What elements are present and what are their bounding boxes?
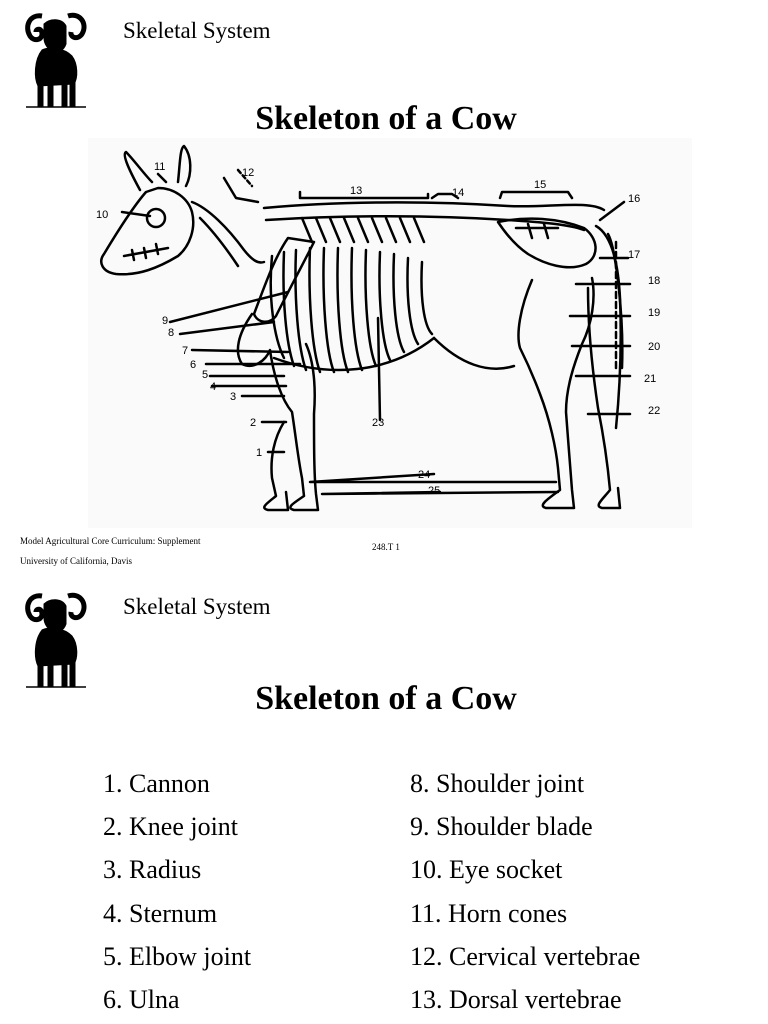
cow-skeleton-diagram [88,138,692,528]
callout-20: 20 [648,341,661,353]
callout-21: 21 [644,373,657,385]
callout-19: 19 [648,307,661,319]
footer-university: University of California, Davis [20,556,132,566]
list-item: 2. Knee joint [103,812,239,842]
list-item: 11. Horn cones [410,898,568,928]
page-parts-list [0,580,768,1024]
callout-4: 4 [210,381,217,393]
section-label: Skeletal System [123,594,271,619]
list-item: 8. Shoulder joint [410,769,585,798]
callout-18: 18 [648,275,661,287]
callout-10: 10 [96,209,109,221]
callout-3: 3 [230,391,237,403]
callout-25: 25 [428,485,441,497]
callout-2: 2 [250,417,257,429]
list-item: 10. Eye socket [410,855,563,885]
callout-15: 15 [534,179,547,191]
callout-14: 14 [452,187,465,199]
callout-9: 9 [162,315,169,327]
callout-17: 17 [628,249,641,261]
page-title: Skeleton of a Cow [255,680,517,717]
ram-logo [20,590,92,690]
list-item: 12. Cervical vertebrae [410,941,641,971]
footer-code: 248.T 1 [372,542,400,552]
callout-24: 24 [418,469,431,481]
list-item: 13. Dorsal vertebrae [410,984,622,1014]
callout-8: 8 [168,327,175,339]
page-title: Skeleton of a Cow [255,100,517,137]
callout-13: 13 [350,185,363,197]
list-item: 6. Ulna [103,984,180,1014]
callout-22: 22 [648,405,661,417]
callout-5: 5 [202,369,209,381]
list-item: 1. Cannon [103,769,210,798]
parts-list-left [103,762,251,1021]
callout-12: 12 [242,167,255,179]
callout-6: 6 [190,359,197,371]
callout-1: 1 [256,447,263,459]
callout-16: 16 [628,193,641,205]
ram-logo [20,10,92,110]
list-item: 5. Elbow joint [103,941,252,971]
section-label: Skeletal System [123,18,271,43]
footer-curriculum: Model Agricultural Core Curriculum: Supplement [20,536,201,546]
list-item: 9. Shoulder blade [410,812,593,842]
list-item: 3. Radius [103,855,202,885]
list-item: 4. Sternum [103,898,218,928]
parts-list-right [410,762,640,1021]
callout-11: 11 [154,161,166,173]
callout-23: 23 [372,417,385,429]
callout-7: 7 [182,345,189,357]
